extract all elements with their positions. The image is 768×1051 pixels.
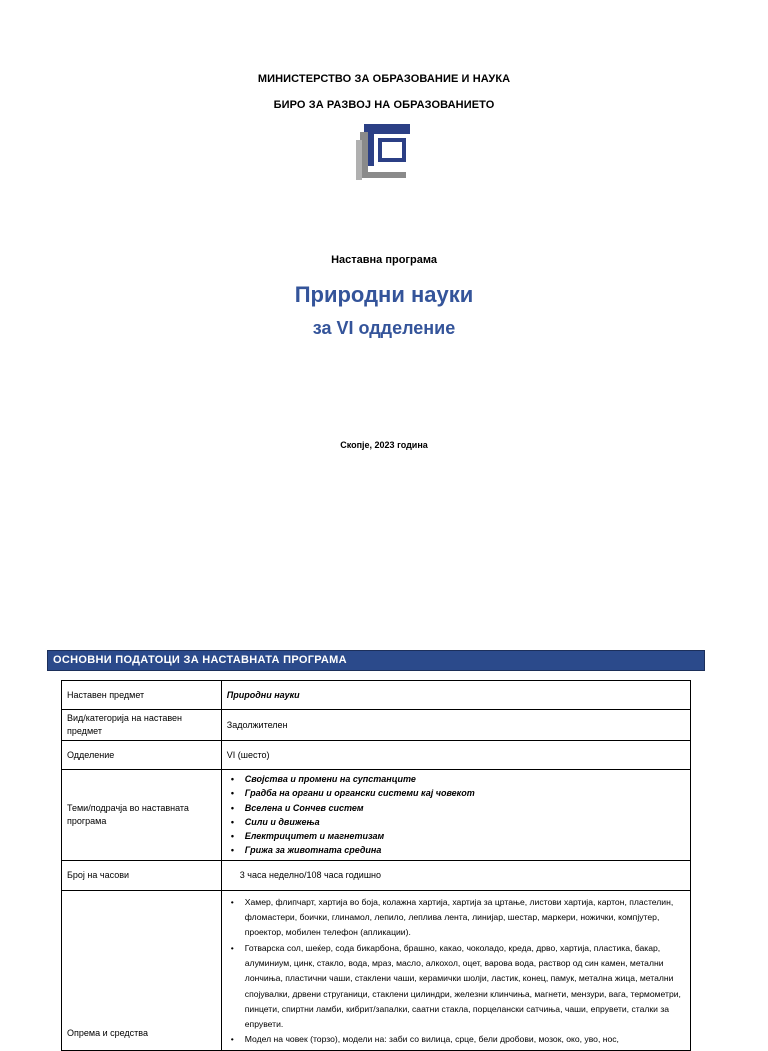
row-label: Теми/подрачја во наставната програма xyxy=(62,770,222,861)
list-item: • Градба на органи и органски системи кај човекот xyxy=(227,786,685,800)
equipment-list xyxy=(227,895,685,1048)
row-label: Опрема и средства xyxy=(62,890,222,1050)
bureau-heading: БИРО ЗА РАЗВОЈ НА ОБРАЗОВАНИЕТО xyxy=(273,99,495,111)
program-label: Наставна програма xyxy=(331,254,437,266)
row-value: Задолжителен xyxy=(221,710,690,741)
list-item: • Сили и движења xyxy=(227,815,685,829)
list-item: • Готварска сол, шеќер, сода бикарбона, брашно, какао, чоколадо, креда, дрво, хартија, пластика, бакар, алуминиум, цинк, стакло, вода, мраз, масло, алкохол, оцет, варова вода, раствор од син камен, метални лончиња, пластични чаши, стаклени чаши, керамички шолји, ластик, конец, памук, метална жица, метални спојувалки, дрвени струганици, стаклени цилиндри, железни клинчиња, магнети, мензури, вага, термометри, пинцети, спиртни ламби, кибрит/запалки, саатни стакла, порцелански сатчиња, чаши, епрувети, сталки за епрувети. xyxy=(227,941,685,1033)
ministry-heading: МИНИСТЕРСТВО ЗА ОБРАЗОВАНИЕ И НАУКА xyxy=(257,73,511,85)
list-item: • Својства и промени на супстанците xyxy=(227,772,685,786)
grade-title: за VI одделение xyxy=(312,318,456,338)
table-row xyxy=(62,860,691,890)
topics-list xyxy=(227,772,685,858)
table-row xyxy=(62,741,691,770)
table-row xyxy=(62,681,691,710)
topics-cell xyxy=(221,770,690,861)
program-info-table xyxy=(61,680,691,1051)
equipment-cell xyxy=(221,890,690,1050)
section-title-bar: ОСНОВНИ ПОДАТОЦИ ЗА НАСТАВНАТА ПРОГРАМА xyxy=(47,650,705,671)
table-row xyxy=(62,890,691,1050)
row-value: VI (шесто) xyxy=(221,741,690,770)
list-item: • Хамер, флипчарт, хартија во боја, колажна хартија, хартија за цртање, листови хартија, картон, пластелин, фломастери, боички, глинамол, лепило, леплива лента, линијар, шестар, маркери, ножички, компјутер, проектор, мобилен телефон (апликации). xyxy=(227,895,685,941)
row-value: Природни науки xyxy=(221,681,690,710)
subject-title: Природни науки xyxy=(294,282,474,307)
list-item: • Електрицитет и магнетизам xyxy=(227,829,685,843)
row-value: 3 часа неделно/108 часа годишно xyxy=(221,860,690,890)
list-item: • Модел на човек (торзо), модели на: заби со вилица, срце, бели дробови, мозок, око, уво, нос, xyxy=(227,1032,685,1047)
place-date: Скопје, 2023 година xyxy=(340,440,428,450)
bureau-logo-icon xyxy=(356,122,412,180)
row-label: Вид/категорија на наставен предмет xyxy=(62,710,222,741)
row-label: Одделение xyxy=(62,741,222,770)
list-item: • Грижа за животната средина xyxy=(227,843,685,857)
table-row xyxy=(62,770,691,861)
list-item: • Вселена и Сончев систем xyxy=(227,801,685,815)
table-row xyxy=(62,710,691,741)
row-label: Број на часови xyxy=(62,860,222,890)
row-label: Наставен предмет xyxy=(62,681,222,710)
